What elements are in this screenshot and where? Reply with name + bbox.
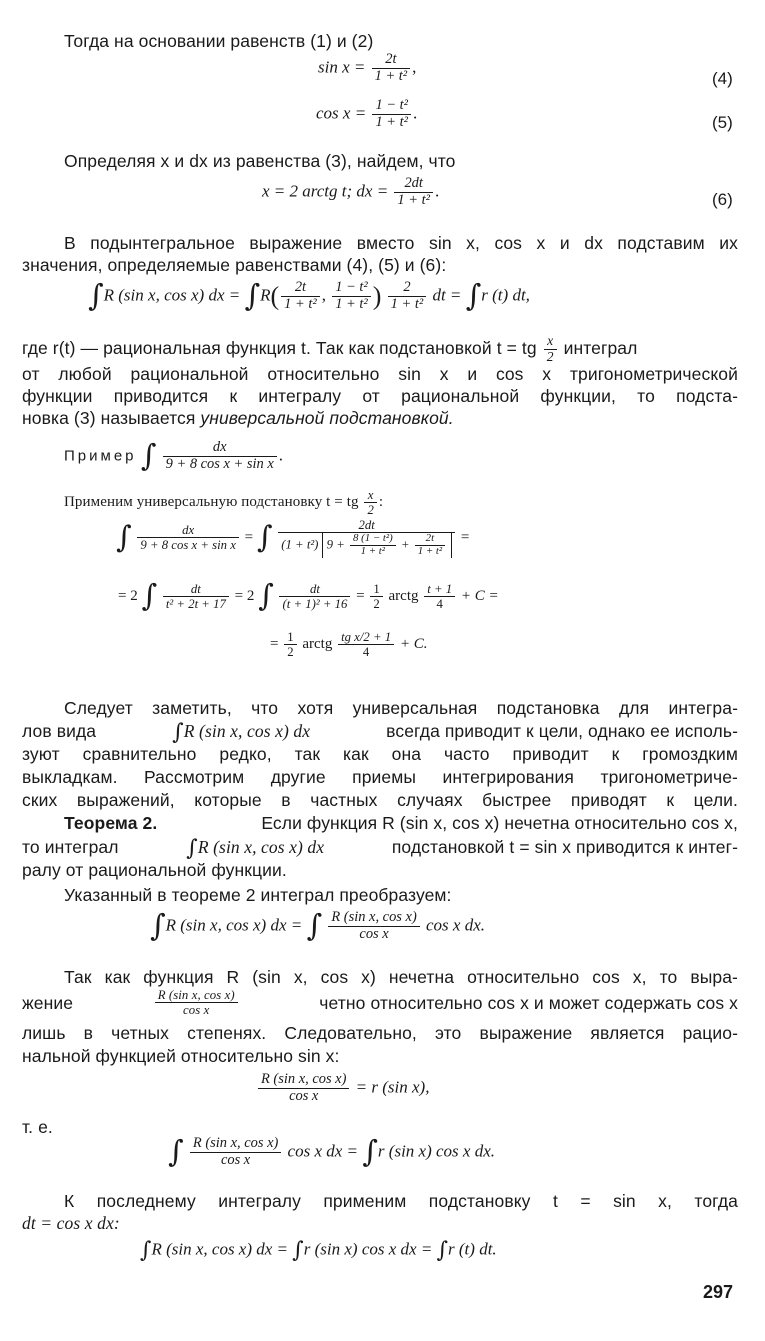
- equation-5: cos x = $\frac{\text{1 − t²}}{\text{1 + t²}}$ .: [316, 97, 418, 130]
- text-line: нальной функцией относительно sin x:: [22, 1046, 340, 1066]
- equation-substitute: ∫ $\frac{\text{R (sin x, cos x)}}{\text{cos x}}$ cos x dx = ∫r (sin x) cos x dx.: [168, 1134, 495, 1170]
- text-line: от любой рациональной относительно sin x и cos x тригонометрической: [22, 364, 738, 384]
- example-header: Пример ∫ $\frac{dx}{\text{9 + 8 cos x + sin x}}$ .: [64, 438, 283, 474]
- text-line: dt = cos x dx:: [22, 1213, 120, 1233]
- text-line: ралу от рациональной функции.: [22, 860, 287, 880]
- text-line: Тогда на основании равенств (1) и (2): [64, 31, 374, 51]
- equation-number: (5): [712, 113, 733, 132]
- text-line: Следует заметить, что хотя универсальная подстановка для интегра-: [64, 698, 738, 718]
- text-line: Применим универсальную подстановку t = tg $\frac{x}{2}$ :: [64, 488, 384, 518]
- equation-universal: ∫R (sin x, cos x) dx = ∫R( $\frac{2t}{\text{1 + t²}}$ , $\frac{\text{1 − t²}}{\text{1 + t²}}$ ) $\frac{2}{\text{1 + t²}}$ dt = ∫r (t) dt,: [88, 278, 530, 314]
- text-line: В подынтегральное выражение вместо sin x, cos x и dx подставим их: [64, 233, 738, 253]
- text-line: выкладкам. Рассмотрим другие приемы интегрирования тригонометриче-: [22, 767, 738, 787]
- text-line: где r(t) — рациональная функция t. Так как подстановкой t = tg $\frac{x}{2}$ интеграл: [22, 333, 638, 364]
- text-line: зуют сравнительно редко, так как она часто приводит к громоздким: [22, 744, 738, 764]
- theorem-label: Теорема 2.: [64, 813, 158, 833]
- solution-step-1: ∫ $\frac{dx}{\text{9 + 8 cos x + sin x}}$ = ∫ 2dt (1 + t²) 9 + $\frac{\text{8 (1 − t²)}}{\text{1 + t²}}$ + $\frac{2t}{\text{1 + t²}}$ =: [116, 518, 470, 557]
- text-line: Указанный в теореме 2 интеграл преобразуем:: [64, 885, 452, 905]
- solution-step-3: = $\frac{1}{2}$ arctg $\frac{\text{tg x/2 + 1}}{4}$ + C.: [270, 630, 428, 660]
- equation-final: ∫R (sin x, cos x) dx = ∫r (sin x) cos x dx = ∫r (t) dt.: [140, 1238, 497, 1263]
- integral-sign-icon: ∫: [244, 278, 261, 314]
- text-line: функции приводится к интегралу от рациональной функции, то подста-: [22, 386, 738, 406]
- equation-rational: $\frac{\text{R (sin x, cos x)}}{\text{cos x}}$ = r (sin x),: [256, 1072, 429, 1105]
- text-line: ских выражений, которые в частных случаях быстрее приводят к цели.: [22, 790, 738, 810]
- equation-number: (4): [712, 69, 733, 88]
- page-number: 297: [702, 1282, 733, 1302]
- equation-number: (6): [712, 190, 733, 209]
- emphasis-term: универсальной подстановкой.: [200, 408, 454, 428]
- text-line: К последнему интегралу применим подстановку t = sin x, тогда: [64, 1191, 738, 1211]
- text-line: Так как функция R (sin x, cos x) нечетна относительно cos x, то выра-: [64, 967, 738, 987]
- integral-sign-icon: ∫: [465, 278, 482, 314]
- text-line: лишь в четных степенях. Следовательно, это выражение является рацио-: [22, 1023, 738, 1043]
- integral-sign-icon: ∫: [88, 278, 104, 314]
- text-line: жение $\frac{\text{R (sin x, cos x)}}{\text{cos x}}$ четно относительно cos x и может содержать cos x: [22, 988, 738, 1018]
- solution-step-2: = 2 ∫ $\frac{dt}{\text{t² + 2t + 17}}$ = 2 ∫ $\frac{dt}{\text{(t + 1)² + 16}}$ = $\frac{1}{2}$ arctg $\frac{t + 1}{4}$ + C =: [118, 578, 499, 614]
- text-line: новка (3) называется универсальной подстановкой.: [22, 408, 454, 428]
- equation-4: sin x = $\frac{2t}{\text{1 + t²}}$ ,: [318, 51, 417, 84]
- equation-6: x = 2 arctg t; dx = $\frac{2dt}{\text{1 + t²}}$ .: [262, 175, 440, 208]
- text-line: лов вида ∫R (sin x, cos x) dx всегда приводит к цели, однако ее исполь-: [22, 719, 738, 745]
- text-line: то интеграл ∫R (sin x, cos x) dx подстановкой t = sin x приводится к интег-: [22, 835, 738, 861]
- text-line: Определяя x и dx из равенства (3), найдем, что: [64, 151, 456, 171]
- text-line: Теорема 2. Если функция R (sin x, cos x) нечетна относительно cos x,: [64, 813, 738, 833]
- text-line: значения, определяемые равенствами (4), (5) и (6):: [22, 255, 447, 275]
- equation-transform: ∫R (sin x, cos x) dx = ∫ $\frac{\text{R (sin x, cos x)}}{\text{cos x}}$ cos x dx.: [150, 908, 486, 944]
- text-line: т. е.: [22, 1117, 53, 1137]
